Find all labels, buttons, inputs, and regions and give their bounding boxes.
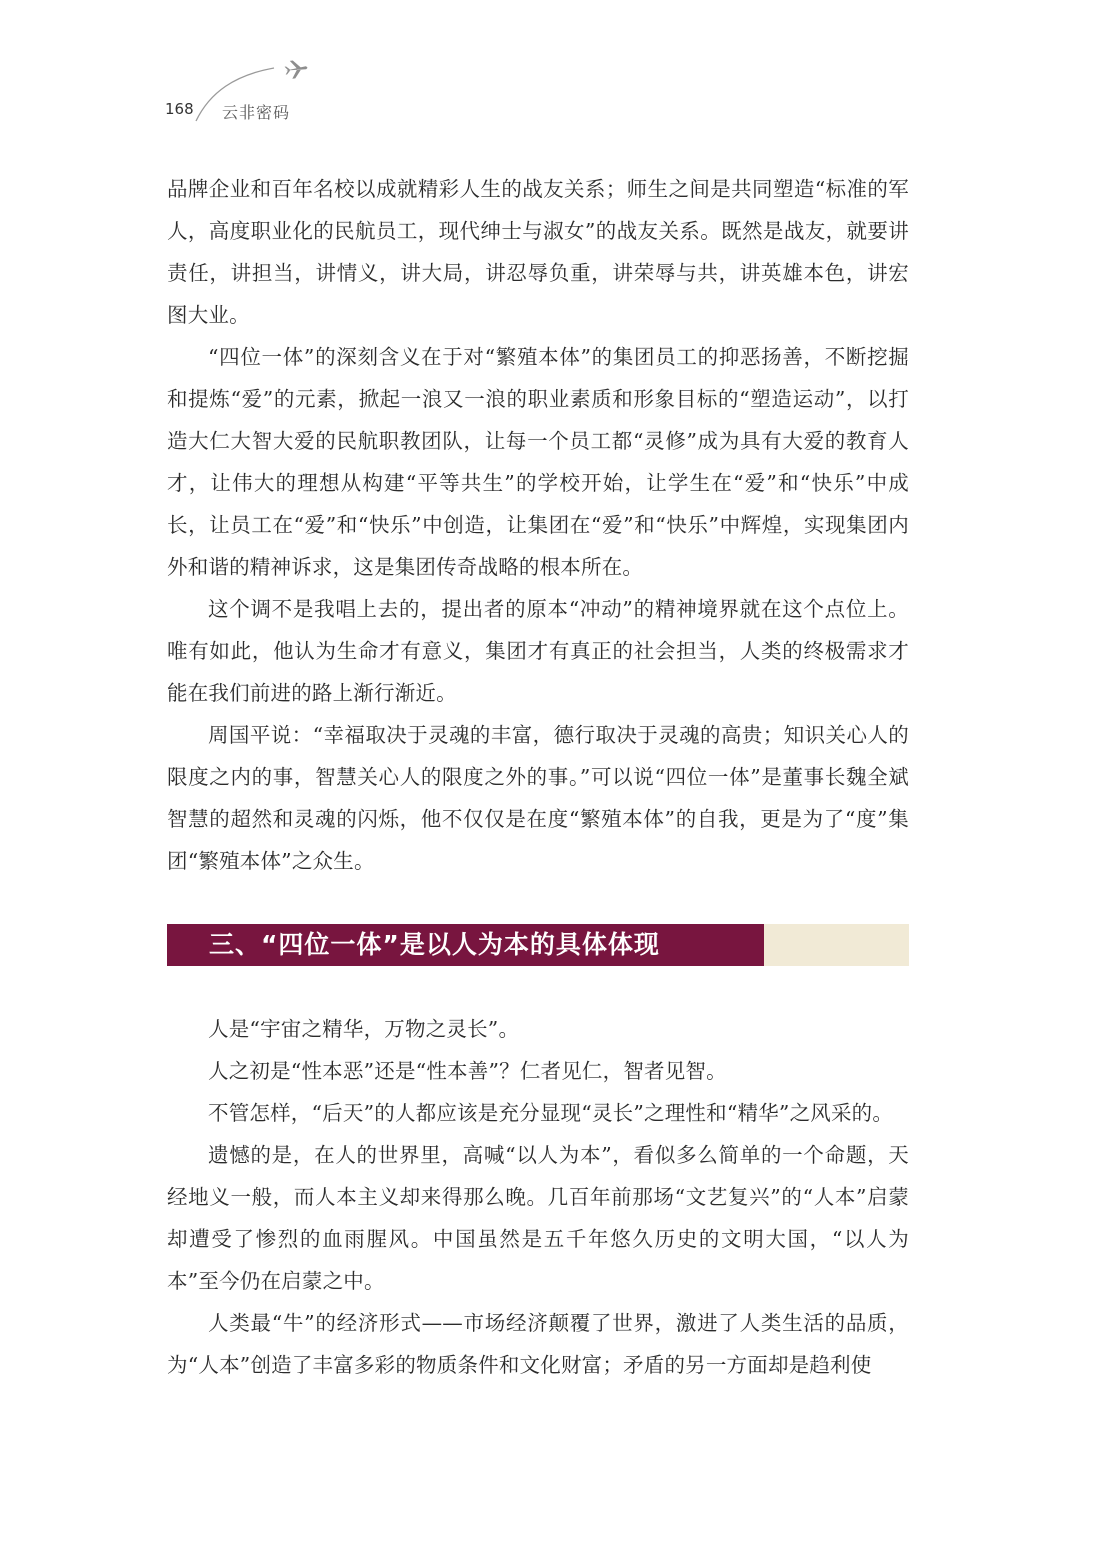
section-heading bbox=[167, 924, 909, 966]
paragraph: 这个调不是我唱上去的，提出者的原本“冲动”的精神境界就在这个点位上。唯有如此，他认为生命才有意义，集团才有真正的社会担当，人类的终极需求才能在我们前进的路上渐行渐近。 bbox=[167, 597, 909, 705]
paragraph: 人是“宇宙之精华，万物之灵长”。 bbox=[208, 1017, 520, 1041]
book-title: 云非密码 bbox=[222, 103, 291, 122]
page-number: 168 bbox=[165, 100, 194, 118]
paragraph: 周国平说：“幸福取决于灵魂的丰富，德行取决于灵魂的高贵；知识关心人的限度之内的事，智慧关心人的限度之外的事。”可以说“四位一体”是董事长魏全斌智慧的超然和灵魂的闪烁，他不仅仅是在度“繁殖本体”的自我，更是为了“度”集团“繁殖本体”之众生。 bbox=[167, 723, 909, 873]
paragraph: 人之初是“性本恶”还是“性本善”？仁者见仁，智者见智。 bbox=[208, 1059, 727, 1083]
paragraph: 不管怎样，“后天”的人都应该是充分显现“灵长”之理性和“精华”之风采的。 bbox=[208, 1101, 894, 1125]
page-body bbox=[167, 168, 909, 1386]
page-header bbox=[0, 0, 1100, 140]
airplane-icon bbox=[284, 59, 309, 80]
paragraph: 品牌企业和百年名校以成就精彩人生的战友关系；师生之间是共同塑造“标准的军人，高度职业化的民航员工，现代绅士与淑女”的战友关系。既然是战友，就要讲责任，讲担当，讲情义，讲大局，讲忍辱负重，讲荣辱与共，讲英雄本色，讲宏图大业。 bbox=[167, 177, 909, 327]
paragraph: 遗憾的是，在人的世界里，高喊“以人为本”，看似多么简单的一个命题，天经地义一般，而人本主义却来得那么晚。几百年前那场“文艺复兴”的“人本”启蒙却遭受了惨烈的血雨腥风。中国虽然是五千年悠久历史的文明大国，“以人为本”至今仍在启蒙之中。 bbox=[167, 1143, 909, 1293]
header-decoration bbox=[0, 0, 1100, 140]
paragraph: 人类最“牛”的经济形式——市场经济颠覆了世界，激进了人类生活的品质，为“人本”创造了丰富多彩的物质条件和文化财富；矛盾的另一方面却是趋利使 bbox=[167, 1311, 909, 1377]
section-heading-tail bbox=[764, 924, 909, 966]
paragraph: “四位一体”的深刻含义在于对“繁殖本体”的集团员工的抑恶扬善，不断挖掘和提炼“爱”的元素，掀起一浪又一浪的职业素质和形象目标的“塑造运动”，以打造大仁大智大爱的民航职教团队，让每一个员工都“灵修”成为具有大爱的教育人才，让伟大的理想从构建“平等共生”的学校开始，让学生在“爱”和“快乐”中成长，让员工在“爱”和“快乐”中创造，让集团在“爱”和“快乐”中辉煌，实现集团内外和谐的精神诉求，这是集团传奇战略的根本所在。 bbox=[167, 345, 909, 579]
section-title: 三、“四位一体”是以人为本的具体体现 bbox=[209, 930, 660, 959]
